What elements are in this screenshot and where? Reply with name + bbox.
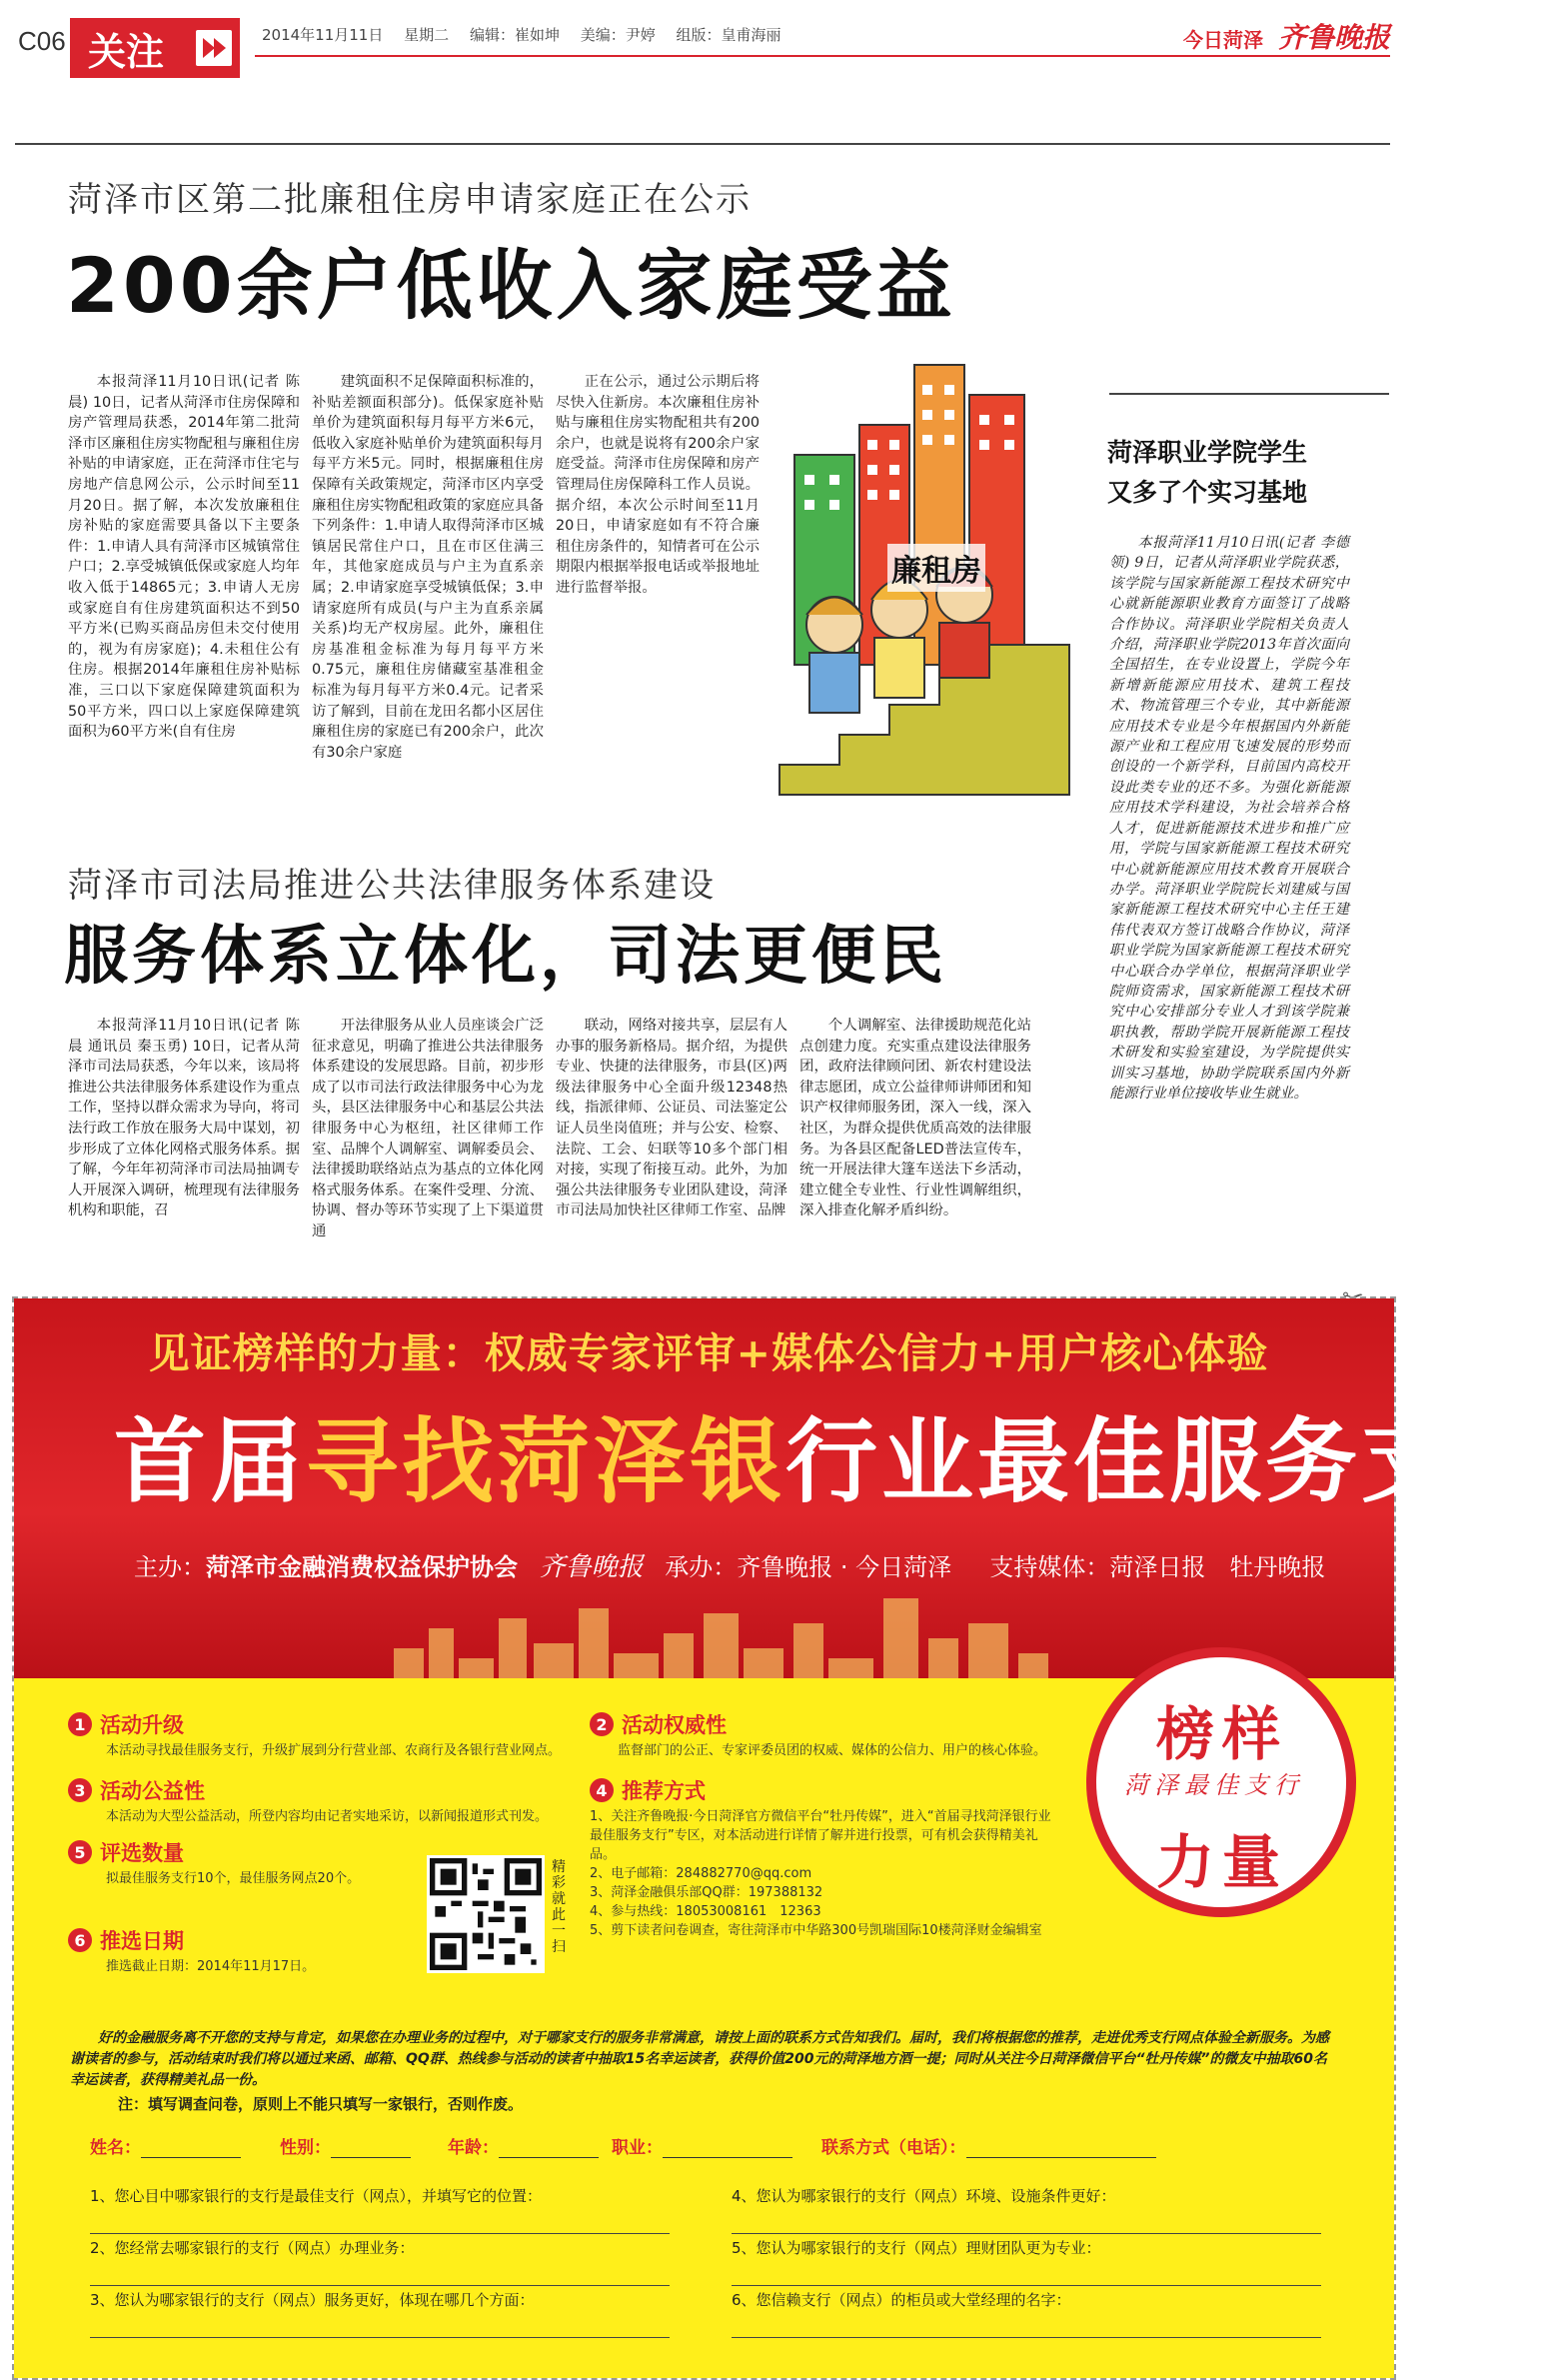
ad-section-2-title [590,1709,727,1739]
ad-slogan: 见证榜样的力量：权威专家评审+媒体公信力+用户核心体验 [148,1329,1269,1377]
ad-section-5-number: 5 [68,1840,92,1864]
article2-col3-text: 联动，网络对接共享，层层有人办事的服务新格局。据介绍，为提供专业、快捷的法律服务，市县(区)两级法律服务中心全面升级12348热线，指派律师、公证员、司法鉴定公证人员坐岗值班；并与公安、检察、法院、工会、妇联等10多个部门相对接，实现了衔接互动。此外，为加强公共法律服务专业团队建设，菏泽市司法局加快社区律师工作室、品牌 [556,1018,787,1219]
article2-column-1 [68,1016,300,1273]
issue-meta [262,24,797,45]
recommend-item: 1、关注齐鲁晚报·今日菏泽官方微信平台“牡丹传媒”，进入“首届寻找菏泽银行业最佳服务支行”专区，对本活动进行详情了解并进行投票，可有机会获得精美礼品。 [590,1809,1051,1862]
ad-section-1-text: 本活动寻找最佳服务支行，升级扩展到分行营业部、农商行及各银行营业网点。 [106,1743,562,1758]
form-contact-label: 联系方式（电话）： [821,2138,966,2158]
article1-column-3 [556,372,760,600]
form-job-label: 职业： [612,2138,663,2158]
form-contact-blank[interactable] [966,2140,1156,2158]
qr-caption: 精彩就此一扫 [552,1859,566,1955]
ad-section-1-heading: 活动升级 [100,1713,184,1737]
survey-question-3: 3、您认为哪家银行的支行（网点）服务更好，体现在哪几个方面： [90,2291,535,2309]
ad-sponsors [134,1546,1325,1583]
article2-col4-text: 个人调解室、法律援助规范化站点创建力度。充实重点建设法律服务团，政府法律顾问团、新农村建设法律志愿团，成立公益律师讲师团和知识产权律师服务团，深入一线，深入社区，为群众提供优质高效的法律服务。为各县区配备LED普法宣传车，统一开展法律大篷车送法下乡活动，建立健全专业性、行业性调解组织，深入排查化解矛盾纠纷。 [799,1018,1031,1219]
form-job-field[interactable] [612,2133,792,2158]
article1-column-1 [68,372,300,782]
form-gender-field[interactable] [280,2133,411,2158]
brand-logo: 齐鲁晚报 [1277,21,1390,54]
article2-subhead: 菏泽市司法局推进公共法律服务体系建设 [68,866,716,906]
survey-answer-line-5[interactable] [732,2285,1321,2286]
survey-answer-line-4[interactable] [732,2233,1321,2234]
form-gender-blank[interactable] [331,2140,411,2158]
header-rule [255,55,1390,57]
host-label: 主办： [134,1553,206,1581]
article1-col1-text: 本报菏泽11月10日讯(记者 陈晨) 10日，记者从菏泽市住房保障和房产管理局获悉，2014年第二批菏泽市区廉租住房实物配租与廉租住房补贴的申请家庭，正在菏泽市住宅与房地产信息网公示，公示时间至11月20日。据了解，本次发放廉租住房补贴的家庭需要具备以下主要条件：1.申请人具有菏泽市区城镇常住户口；2.享受城镇低保或家庭人均年收入低于14865元；3.申请人无房或家庭自有住房建筑面积达不到50平方米(已购买商品房但未交付使用的，视为有房家庭)；4.未租住公有住房。根据2014年廉租住房补贴标准，三口以下家庭保障建筑面积为50平方米，四口以上家庭保障建筑面积为60平方米(自有住房 [68,374,300,741]
issue-date: 2014年11月11日 [262,26,384,44]
form-name-field[interactable] [90,2133,241,2158]
recommend-item: 3、菏泽金融俱乐部QQ群：197388132 [590,1885,823,1900]
content-rule [15,143,1390,145]
form-contact-field[interactable] [821,2133,1156,2158]
survey-answer-line-3[interactable] [90,2337,670,2338]
ad-section-5-text: 拟最佳服务支行10个，最佳服务网点20个。 [106,1871,361,1886]
stamp-middle-text: 菏泽最佳支行 [1124,1771,1304,1799]
survey-question-1: 1、您心目中哪家银行的支行是最佳支行（网点），并填写它的位置： [90,2187,543,2205]
form-gender-label: 性别： [280,2138,331,2158]
article2-column-3 [556,1016,787,1273]
form-name-blank[interactable] [141,2140,241,2158]
wechat-qr-code[interactable] [427,1855,545,1973]
role-model-stamp [1086,1647,1356,1917]
survey-answer-line-2[interactable] [90,2285,670,2286]
sidebar-body [1109,533,1349,1262]
ad-section-1-number: 1 [68,1712,92,1736]
sidebar-title-line2: 又多了个实习基地 [1107,478,1308,507]
survey-question-5: 5、您认为哪家银行的支行（网点）理财团队更为专业： [732,2239,1101,2257]
stamp-top-text: 榜样 [1156,1700,1289,1768]
brand [1183,16,1390,56]
ad-section-4-heading: 推荐方式 [622,1779,706,1803]
recommend-item: 5、剪下读者问卷调查，寄往菏泽市中华路300号凯瑞国际10楼菏泽财金编辑室 [590,1923,1042,1938]
ad-note: 注：填写调查问卷，原则上不能只填写一家银行，否则作废。 [118,2095,524,2113]
art-editor: 美编：尹婷 [580,26,656,44]
article1-column-2 [312,372,544,782]
sidebar-text: 本报菏泽11月10日讯(记者 李德领) 9日，记者从菏泽职业学院获悉，该学院与国家新能源工程技术研究中心就新能源职业教育方面签订了战略合作协议。菏泽职业学院相关负责人介绍，菏泽职业学院2013年首次面向全国招生，在专业设置上，学院今年新增新能源应用技术、建筑工程技术、物流管理三个专业，其中新能源应用技术专业是今年根据国内外新能源产业和工程应用飞速发展的形势而创设的一个新学科，目前国内高校开设此类专业的还不多。为强化新能源应用技术学科建设，为社会培养合格人才，促进新能源技术进步和推广应用，学院与国家新能源工程技术研究中心就新能源应用技术教育开展联合办学。菏泽职业学院院长刘建威与国家新能源工程技术研究中心主任王建伟代表双方签订战略合作协议，菏泽职业学院为国家新能源工程技术研究中心联合办学单位，根据菏泽职业学院师资需求，国家新能源工程技术研究中心安排部分专业人才到该学院兼职执教，帮助学院开展新能源工程技术研发和实验室建设，为学院提供实训实习基地，协助学院联系国内外新能源行业单位接收毕业生就业。 [1109,535,1349,1102]
layout-editor: 组版：皇甫海丽 [676,26,781,44]
editor: 编辑：崔如坤 [469,26,560,44]
ad-section-2-number: 2 [590,1712,614,1736]
sidebar-rule [1109,393,1389,395]
ad-section-1-title [68,1709,184,1739]
ad-section-5-heading: 评选数量 [100,1841,184,1865]
article1-col3-text: 正在公示，通过公示期后将尽快入住新房。本次廉租住房补贴与廉租住房实物配租共有200余户，也就是说将有200余户家庭受益。菏泽市住房保障和房产管理局住房保障科工作人员说。据介绍，本次公示时间至11月20日，申请家庭如有不符合廉租住房条件的，知情者可在公示期限内根据举报电话或举报地址进行监督举报。 [556,374,760,596]
survey-question-4: 4、您认为哪家银行的支行（网点）环境、设施条件更好： [732,2187,1116,2205]
ad-title-highlight: 寻找菏泽银 [306,1408,786,1515]
article2-col1-text: 本报菏泽11月10日讯(记者 陈晨 通讯员 秦玉勇) 10日，记者从菏泽市司法局获悉，今年以来，该局将推进公共法律服务体系建设作为重点工作，坚持以群众需求为导向，将司法行政工作放在服务大局中谋划，初步形成了立体化网格式服务体系。据了解，今年年初菏泽市司法局抽调专人开展深入调研，梳理现有法律服务机构和职能，召 [68,1018,300,1219]
ad-section-3-number: 3 [68,1778,92,1802]
section-title: 关注 [88,29,165,74]
media-label: 支持媒体： [989,1553,1110,1581]
survey-answer-line-1[interactable] [90,2233,670,2234]
article2-column-4 [799,1016,1031,1273]
article2-col2-text: 开法律服务从业人员座谈会广泛征求意见，明确了推进公共法律服务体系建设的发展思路。目前，初步形成了以市司法行政法律服务中心为龙头，县区法律服务中心和基层公共法律服务中心为枢纽，社区律师工作室、品牌个人调解室、调解委员会、法律援助联络站点为基点的立体化网格式服务体系。在案件受理、分流、协调、督办等环节实现了上下渠道贯通 [312,1018,544,1239]
ad-section-2-heading: 活动权威性 [622,1713,727,1737]
ad-section-6-number: 6 [68,1928,92,1952]
article2-headline: 服务体系立体化，司法更便民 [64,920,947,994]
ad-section-6-heading: 推选日期 [100,1929,184,1953]
ad-section-3-heading: 活动公益性 [100,1779,205,1803]
ad-section-6-title [68,1925,184,1955]
survey-question-6: 6、您信赖支行（网点）的柜员或大堂经理的名字： [732,2291,1071,2309]
recommend-item: 4、参与热线：18053008161 12363 [590,1904,821,1919]
organizer-label: 承办： [665,1553,738,1581]
ad-title [114,1388,1553,1520]
ad-section-4-title [590,1775,706,1805]
ad-section-4-number: 4 [590,1778,614,1802]
ad-section-5-title [68,1837,184,1867]
form-job-blank[interactable] [663,2140,792,2158]
ad-section-3-text: 本活动为大型公益活动，所登内容均由记者实地采访，以新闻报道形式刊发。 [106,1809,549,1824]
sidebar-title-line1: 菏泽职业学院学生 [1107,438,1308,467]
page-number: C06 [18,26,66,56]
stamp-bottom-text: 力量 [1156,1828,1289,1896]
ad-section-3-title [68,1775,205,1805]
ad-title-prefix: 首届 [114,1408,307,1515]
double-arrow-icon [196,30,232,66]
ad-section-2-text: 监督部门的公正、专家评委员团的权威、媒体的公信力、用户的核心体验。 [618,1743,1047,1758]
section-label [70,18,240,78]
form-name-label: 姓名： [90,2138,141,2158]
survey-answer-line-6[interactable] [732,2337,1321,2338]
media: 菏泽日报 牡丹晚报 [1109,1553,1326,1581]
form-age-blank[interactable] [499,2140,599,2158]
article1-headline: 200余户低收入家庭受益 [66,241,956,330]
recommend-item: 2、电子邮箱：284882770@qq.com [590,1866,812,1881]
illustration-label: 廉租房 [887,544,985,592]
ad-title-suffix: 行业最佳服务支行 [785,1408,1553,1515]
form-age-field[interactable] [448,2133,599,2158]
organizer: 齐鲁晚报 · 今日菏泽 [737,1553,952,1581]
brand-name: 今日菏泽 [1183,28,1264,52]
issue-weekday: 星期二 [404,26,450,44]
article1-col2-text: 建筑面积不足保障面积标准的，补贴差额面积部分)。低保家庭补贴单价为建筑面积每月每平方米6元，低收入家庭补贴单价为建筑面积每月每平方米5元。同时，根据廉租住房保障有关政策规定，菏泽市区内享受廉租住房实物配租政策的家庭应具备下列条件：1.申请人取得菏泽市区城镇居民常住户口，且在市区住满三年，其他家庭成员与户主为直系亲属；2.申请家庭享受城镇低保；3.申请家庭所有成员(与户主为直系亲属关系)均无产权房屋。此外，廉租住房基准租金标准为每月每平方米0.75元，廉租住房储藏室基准租金标准为每月每平方米0.4元。记者采访了解到，目前在龙田名都小区居住廉租住房的家庭已有200余户，此次有30余户家庭 [312,374,544,761]
recommend-methods [590,1807,1059,1940]
qilu-logo: 齐鲁晚报 [539,1552,644,1582]
article1-subhead: 菏泽市区第二批廉租住房申请家庭正在公示 [68,180,752,220]
survey-question-2: 2、您经常去哪家银行的支行（网点）办理业务： [90,2239,415,2257]
article2-column-2 [312,1016,544,1273]
ad-section-6-text: 推选截止日期：2014年11月17日。 [106,1959,316,1974]
masthead [0,0,1408,90]
ad-intro: 好的金融服务离不开您的支持与肯定，如果您在办理业务的过程中，对于哪家支行的服务非常满意，请按上面的联系方式告知我们。届时，我们将根据您的推荐，走进优秀支行网点体验全新服务。为感谢读者的参与，活动结束时我们将以通过来函、邮箱、QQ群、热线参与活动的读者中抽取15名幸运读者，获得价值200元的菏泽地方酒一提；同时从关注今日菏泽微信平台“牡丹传媒”的微友中抽取60名幸运读者，获得精美礼品一份。 [70,2030,1329,2088]
form-age-label: 年龄： [448,2138,499,2158]
host-org: 菏泽市金融消费权益保护协会 [206,1553,518,1581]
